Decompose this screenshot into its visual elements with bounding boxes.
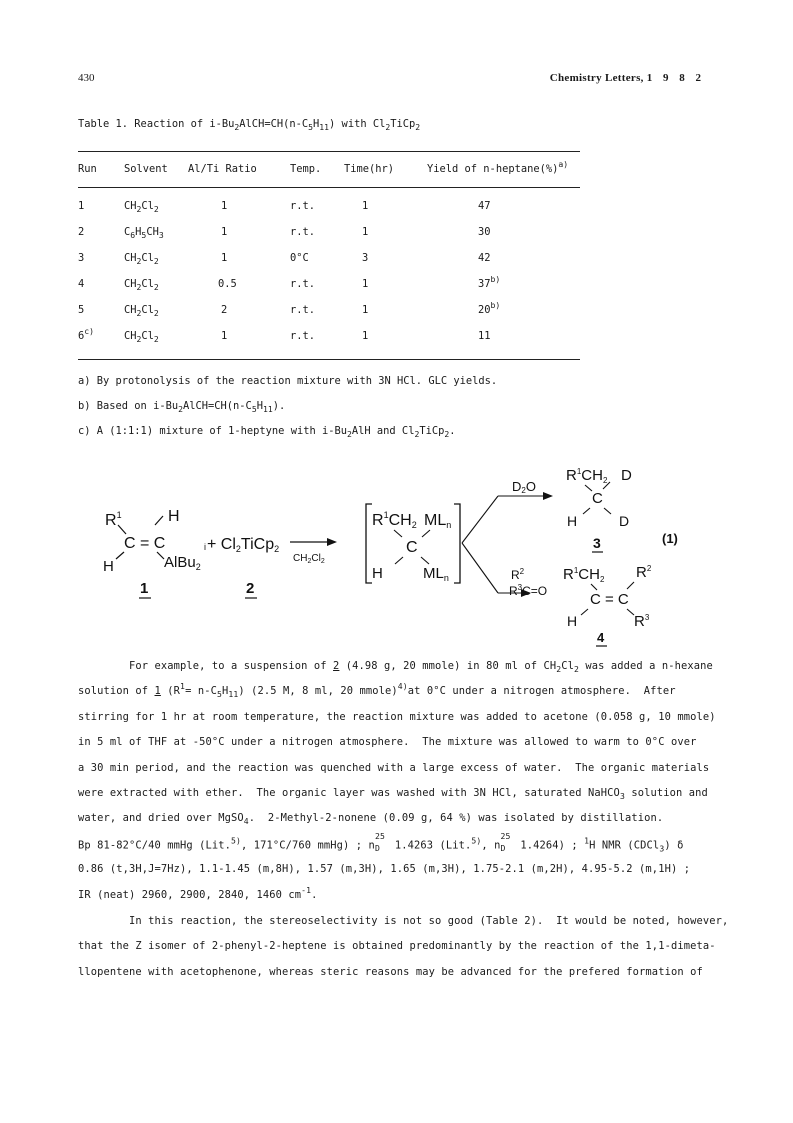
arrow-head <box>327 538 337 546</box>
cell-run: 2 <box>78 226 85 238</box>
cell-run: 3 <box>78 252 85 264</box>
cell-solvent <box>124 278 159 290</box>
bond-line <box>591 584 597 590</box>
text-sup: 1 <box>180 681 186 692</box>
text-line <box>78 762 709 774</box>
header-yield <box>427 159 569 175</box>
table-caption-prefix: Table 1. Reaction of i-Bu <box>78 118 235 130</box>
text-run: in 5 ml of THF at -50°C under a nitrogen atmosphere. The mixture was allowed to warm to 0°C over <box>78 736 697 749</box>
text-run: H <box>221 685 229 698</box>
text-run: 1.4264) ; <box>514 839 585 852</box>
label-compound-2: 2 <box>246 580 255 597</box>
compound-ref: 1 <box>154 685 161 698</box>
bond-line <box>604 508 611 514</box>
cell-run: 6$^{c)}$ <box>78 326 95 342</box>
header-yield-note: a) <box>558 159 569 169</box>
solvent-part: H <box>135 226 142 238</box>
text-line <box>78 966 703 978</box>
cell-solvent <box>124 200 159 212</box>
supsub-lower: D <box>500 842 506 853</box>
text-line <box>78 711 716 723</box>
text-run: . 2-Methyl-2-nonene (0.09 g, 64 %) was isolated by distillation. <box>248 812 664 825</box>
solvent-part: CH <box>146 226 159 238</box>
solvent-sub: 2 <box>136 334 142 344</box>
text-sup: -1 <box>301 884 312 895</box>
cell-run: 4 <box>78 278 85 290</box>
arrow-solvent: $CH_2Cl_2$ <box>293 553 325 565</box>
text-sup: 4) <box>397 681 408 692</box>
text-run: water, and dried over MgSO <box>78 812 244 825</box>
cell-ratio: 1 <box>221 226 228 238</box>
text-run: Cl <box>561 660 574 672</box>
bond-line <box>155 516 163 525</box>
solvent-sub: 6 <box>130 230 136 240</box>
reagent-cl2ticp2 <box>207 536 279 598</box>
intermediate-mln-top: MLn <box>424 512 452 530</box>
text-sub: 2 <box>573 664 579 674</box>
intermediate-mln-bottom: $ML_n$ <box>423 565 449 583</box>
footnote-a: a) By protonolysis of the reaction mixture with 3N HCl. GLC yields. <box>78 375 498 387</box>
solvent-sub: 2 <box>153 308 159 318</box>
solvent-part: Cl <box>141 278 154 290</box>
solvent-part: CH <box>124 304 137 316</box>
bond-line <box>585 485 592 491</box>
text-line <box>78 915 728 927</box>
fn-c-part: TiCp <box>419 425 445 437</box>
fn-c-sub: 2 <box>444 429 450 439</box>
cell-yield-note: b) <box>490 300 501 310</box>
text-sup: 1 <box>584 835 590 846</box>
bond-line <box>583 508 590 514</box>
intermediate-complex <box>366 504 460 583</box>
reactant-r1: $R^1$ <box>105 510 122 529</box>
fn-b-part: AlCH=CH(n-C <box>182 400 252 412</box>
bond-line <box>422 530 430 537</box>
bond-line <box>157 552 164 559</box>
bracket-right <box>454 504 460 583</box>
text-line <box>78 863 690 875</box>
cell-time: 1 <box>362 226 369 238</box>
text-run: solution and <box>624 787 708 799</box>
text-run: , 171°C/760 mmHg) ; n <box>241 839 375 852</box>
header-time: Time(hr) <box>344 163 395 175</box>
prod4-c-eq-c: C = C <box>590 591 629 608</box>
cell-solvent <box>124 252 159 264</box>
text-run: . <box>311 888 318 901</box>
text-sub: 3 <box>619 791 625 801</box>
branch-upper <box>462 496 498 543</box>
cell-temp: r.t. <box>290 304 316 316</box>
solvent-sub: 2 <box>153 282 159 292</box>
text-sup: 5) <box>471 835 482 846</box>
bond-line <box>394 530 402 537</box>
cell-yield: 30 <box>478 226 491 238</box>
text-line <box>78 660 713 672</box>
prod3-rch2: $R^1CH_2$ <box>566 467 608 485</box>
reactant-c-eq-c: C = C <box>124 535 166 552</box>
prod4-r2: $R^2$ <box>636 564 652 581</box>
intermediate-c: C <box>406 539 418 556</box>
text-run: ) (2.5 M, 8 ml, 20 mmole) <box>238 685 398 698</box>
fn-b-sub: 11 <box>262 404 273 414</box>
bond-line <box>581 609 588 615</box>
label-compound-3: 3 <box>593 535 601 551</box>
caption-sub: 2 <box>234 122 240 132</box>
journal-name: Chemistry Letters, <box>549 72 647 84</box>
cell-temp: r.t. <box>290 226 316 238</box>
prod3-d-bottom: D <box>619 513 630 529</box>
solvent-part: CH <box>124 278 137 290</box>
journal-header <box>550 72 705 84</box>
cell-temp: r.t. <box>290 200 316 212</box>
caption-sub: 11 <box>319 122 330 132</box>
caption-sub: 5 <box>308 122 314 132</box>
solvent-part: Cl <box>141 304 154 316</box>
cell-ratio: 1 <box>221 200 228 212</box>
solvent-part: Cl <box>141 252 154 264</box>
text-line <box>78 884 318 901</box>
cell-run-note: c) <box>84 326 95 336</box>
solvent-sub: 2 <box>136 256 142 266</box>
product-4 <box>509 564 652 646</box>
cell-yield: 47 <box>478 200 491 212</box>
text-line <box>78 830 684 854</box>
journal-year: 1 9 8 2 <box>646 72 705 84</box>
solvent-part: CH <box>124 252 137 264</box>
fn-b-sub: 5 <box>251 404 257 414</box>
cell-run: 1 <box>78 200 85 212</box>
bond-line <box>421 557 429 564</box>
prod3-c: C <box>592 490 603 507</box>
fn-b-part: H <box>256 400 263 412</box>
fn-c-part: c) A (1:1:1) mixture of 1-heptyne with i-Bu <box>78 425 347 437</box>
reagent-text: + Cl2TiCp2 <box>207 536 280 554</box>
prod4-rch2: $R^1CH_2$ <box>563 566 605 584</box>
text-run: 0.86 (t,3H,J=7Hz), 1.1-1.45 (m,8H), 1.57 (m,3H), 1.65 (m,3H), 1.75-2.1 (m,2H), 4.95-5.2 (m,1H) ; <box>78 863 691 876</box>
text-sub: 11 <box>228 689 239 700</box>
text-line <box>78 681 676 700</box>
fn-b-part: ). <box>272 400 286 412</box>
reactant-h-top: H <box>168 508 180 525</box>
label-compound-1: 1 <box>140 580 149 597</box>
text-line <box>78 812 664 827</box>
text-run: In this reaction, the stereoselectivity is not so good (Table 2). It would be noted, however, <box>78 915 729 927</box>
cell-yield-note: b) <box>490 274 501 284</box>
fn-b-sub: 2 <box>178 404 183 414</box>
footnote-c <box>78 425 456 437</box>
fn-c-part: AlH and Cl <box>351 425 415 437</box>
text-sup: 5) <box>231 835 242 846</box>
text-sub: 5 <box>216 689 222 700</box>
text-run: at 0°C under a nitrogen atmosphere. After <box>407 685 676 698</box>
header-temp: Temp. <box>290 163 322 175</box>
text-run: , n <box>481 839 501 852</box>
cell-yield: 42 <box>478 252 491 264</box>
cell-run: 5 <box>78 304 85 316</box>
cell-temp: r.t. <box>290 278 316 290</box>
text-run: For example, to a suspension of <box>78 660 334 672</box>
text-run: Bp 81-82°C/40 mmHg (Lit. <box>78 839 232 852</box>
d2o-reagent: D2O <box>512 479 536 495</box>
supsub-upper: 25 <box>374 830 385 841</box>
cell-solvent <box>124 226 164 238</box>
equation-number: (1) <box>662 531 678 546</box>
header-ratio: Al/Ti Ratio <box>188 163 257 175</box>
caption-part: H <box>313 118 320 130</box>
cell-time: 3 <box>362 252 369 264</box>
text-run: a 30 min period, and the reaction was quenched with a large excess of water. The organic materials <box>78 761 710 774</box>
bond-line <box>627 582 634 589</box>
footnote-b <box>78 400 285 412</box>
product-3 <box>566 467 678 552</box>
cell-time: 1 <box>362 330 369 342</box>
text-run: solution of <box>78 685 155 698</box>
text-supsub <box>374 830 389 853</box>
bond-line <box>395 557 403 564</box>
cell-solvent <box>124 330 159 342</box>
cell-time: 1 <box>362 304 369 316</box>
text-run: (4.98 g, 20 mmole) in 80 ml of CH <box>339 660 557 672</box>
table-caption <box>78 118 420 130</box>
text-run: were extracted with ether. The organic layer was washed with 3N HCl, saturated NaHCO <box>78 787 620 799</box>
caption-sub: 2 <box>385 122 391 132</box>
cell-solvent <box>124 304 159 316</box>
text-sub: 3 <box>659 843 665 854</box>
intermediate-h: H <box>372 565 383 582</box>
label-compound-4: 4 <box>597 630 605 645</box>
text-sub: 4 <box>243 816 249 827</box>
solvent-part: CH <box>124 330 137 342</box>
text-run: was added a n-hexane <box>579 660 713 672</box>
table-top-rule <box>78 151 580 152</box>
compound-ref: 2 <box>333 660 340 672</box>
text-run: 1.4263 (Lit. <box>388 839 472 852</box>
text-run: stirring for 1 hr at room temperature, the reaction mixture was added to acetone (0.058 g, 10 mmole) <box>78 710 716 723</box>
cell-yield: 11 <box>478 330 491 342</box>
solvent-part: CH <box>124 200 137 212</box>
prod3-h: H <box>567 513 578 529</box>
caption-part: TiCp <box>390 118 416 130</box>
caption-sub: 2 <box>415 122 421 132</box>
cell-ratio: 2 <box>221 304 228 316</box>
reactant-albu2: AlBu$_2$ <box>164 554 201 572</box>
text-sub: 2 <box>556 664 562 674</box>
text-supsub <box>500 830 515 853</box>
reaction-scheme <box>0 458 793 648</box>
solvent-sub: 2 <box>136 204 142 214</box>
text-run: IR (neat) 2960, 2900, 2840, 1460 cm <box>78 888 302 901</box>
solvent-sub: 2 <box>136 282 142 292</box>
branch-arrows <box>462 479 553 597</box>
cell-time: 1 <box>362 278 369 290</box>
text-run: ) δ <box>664 839 684 852</box>
bond-line <box>627 609 634 615</box>
supsub-lower: D <box>374 842 380 853</box>
cell-ratio: 1 <box>221 330 228 342</box>
text-run: H NMR (CDCl <box>589 839 660 852</box>
fn-c-part: . <box>449 425 456 437</box>
text-line <box>78 736 696 748</box>
header-solvent: Solvent <box>124 163 168 175</box>
fn-b-part: b) Based on i-Bu <box>78 400 179 412</box>
solvent-sub: 2 <box>136 308 142 318</box>
cell-yield: 20$^{b)}$ <box>478 300 501 316</box>
solvent-sub: 3 <box>158 230 164 240</box>
intermediate-rch2: $R^1CH2$ <box>372 510 417 530</box>
text-line <box>78 787 708 799</box>
branch-lower <box>462 543 498 593</box>
reaction-arrow-1 <box>290 538 337 565</box>
header-yield-text: Yield of n-heptane(%) <box>427 163 559 175</box>
reactant-i: i <box>204 542 206 552</box>
supsub-upper: 25 <box>500 830 511 841</box>
fn-c-sub: 2 <box>347 429 352 439</box>
solvent-part: Cl <box>141 200 154 212</box>
reactant-h-bottom: H <box>103 558 114 575</box>
text-run: llopentene with acetophenone, whereas steric reasons may be advanced for the prefered formation of <box>78 965 703 978</box>
arrow-head <box>543 492 553 500</box>
prod4-r3: $R^3$ <box>634 613 650 630</box>
solvent-sub: 2 <box>153 256 159 266</box>
caption-part: AlCH=CH(n-C <box>239 118 309 130</box>
caption-part: ) with Cl <box>329 118 386 130</box>
prod3-d-top: D <box>621 467 632 484</box>
cell-yield: 37$^{b)}$ <box>478 274 501 290</box>
bond-line <box>118 525 126 534</box>
table-bottom-rule <box>78 359 580 360</box>
cell-temp: r.t. <box>290 330 316 342</box>
solvent-sub: 5 <box>141 230 147 240</box>
table-header-rule <box>78 187 580 188</box>
cell-time: 1 <box>362 200 369 212</box>
cell-temp: 0°C <box>290 252 309 264</box>
solvent-sub: 2 <box>153 204 159 214</box>
ketone-r3co: $R^3C=O$ <box>509 583 548 598</box>
solvent-part: C <box>124 226 131 238</box>
page-number: 430 <box>78 72 95 84</box>
text-run: = n-C <box>185 685 217 698</box>
fn-c-sub: 2 <box>414 429 420 439</box>
bond-line <box>116 552 124 559</box>
text-line <box>78 940 716 952</box>
text-run: (R <box>160 685 181 698</box>
solvent-part: Cl <box>141 330 154 342</box>
reactant-vinylalane <box>103 508 206 598</box>
prod4-h: H <box>567 613 578 629</box>
cell-ratio: 1 <box>221 252 228 264</box>
solvent-sub: 2 <box>153 334 159 344</box>
header-run: Run <box>78 163 97 175</box>
text-run: that the Z isomer of 2-phenyl-2-heptene is obtained predominantly by the reaction of the 1,1-dimeta- <box>78 940 716 953</box>
ketone-r2: $R^2$ <box>511 567 525 582</box>
cell-ratio: 0.5 <box>218 278 237 290</box>
